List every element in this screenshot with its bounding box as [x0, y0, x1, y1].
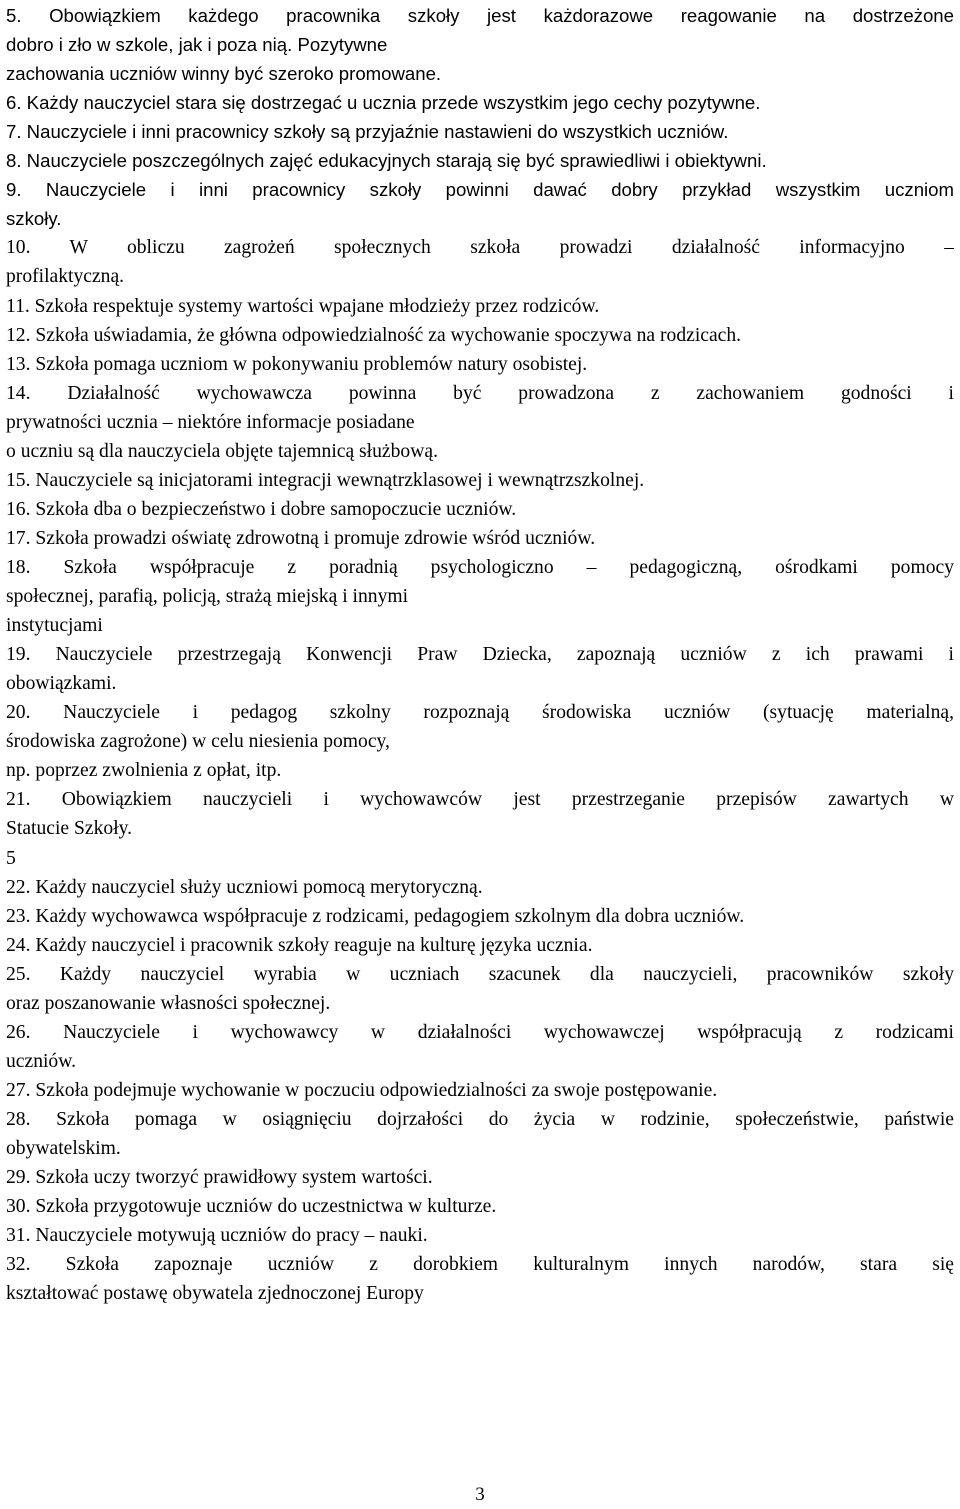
text-line: zachowania uczniów winny być szeroko promowane.	[6, 63, 442, 85]
text-line: 29. Szkoła uczy tworzyć prawidłowy system wartości.	[6, 1167, 433, 1188]
text-line: 14. Działalność wychowawcza powinna być prowadzona z zachowaniem godności i	[6, 382, 954, 404]
text-line: 25. Każdy nauczyciel wyrabia w uczniach szacunek dla nauczycieli, pracowników szkoły	[6, 963, 954, 985]
text-line: 16. Szkoła dba o bezpieczeństwo i dobre samopoczucie uczniów.	[6, 498, 517, 520]
text-line: 9. Nauczyciele i inni pracownicy szkoły powinni dawać dobry przykład wszystkim uczniom	[6, 179, 954, 201]
text-line: 27. Szkoła podejmuje wychowanie w poczuciu odpowiedzialności za swoje postępowanie.	[6, 1079, 718, 1101]
text-line: 12. Szkoła uświadamia, że główna odpowiedzialność za wychowanie spoczywa na rodzicach.	[6, 324, 742, 346]
text-line: 24. Każdy nauczyciel i pracownik szkoły reaguje na kulturę języka ucznia.	[6, 934, 593, 956]
text-line: 7. Nauczyciele i inni pracownicy szkoły są przyjaźnie nastawieni do wszystkich uczniów.	[6, 121, 729, 143]
text-line: dobro i zło w szkole, jak i poza nią. Pozytywne	[6, 34, 388, 56]
text-line: 26. Nauczyciele i wychowawcy w działalności wychowawczej współpracują z rodzicami	[6, 1021, 954, 1043]
text-line: społecznej, parafią, policją, strażą miejską i innymi	[6, 586, 409, 607]
text-line: 11. Szkoła respektuje systemy wartości wpajane młodzieży przez rodziców.	[6, 295, 600, 317]
text-line: 32. Szkoła zapoznaje uczniów z dorobkiem kulturalnym innych narodów, stara się	[6, 1254, 954, 1276]
text-line: 23. Każdy wychowawca współpracuje z rodzicami, pedagogiem szkolnym dla dobra uczniów.	[6, 905, 745, 927]
text-line: 28. Szkoła pomaga w osiągnięciu dojrzałości do życia w rodzinie, społeczeństwie, państwie	[6, 1108, 954, 1130]
text-line: 15. Nauczyciele są inicjatorami integracji wewnątrzklasowej i wewnątrzszkolnej.	[6, 469, 645, 491]
text-line: obywatelskim.	[6, 1138, 121, 1159]
text-line: 18. Szkoła współpracuje z poradnią psychologiczno – pedagogiczną, ośrodkami pomocy	[6, 557, 954, 578]
text-line: 5. Obowiązkiem każdego pracownika szkoły jest każdorazowe reagowanie na dostrzeżone	[6, 5, 954, 26]
page-number: 3	[475, 1484, 485, 1505]
text-line: obowiązkami.	[6, 673, 117, 695]
text-line: 19. Nauczyciele przestrzegają Konwencji Praw Dziecka, zapoznają uczniów z ich prawami i	[6, 644, 954, 666]
text-line: 31. Nauczyciele motywują uczniów do pracy – nauki.	[6, 1225, 428, 1247]
text-line: 17. Szkoła prowadzi oświatę zdrowotną i promuje zdrowie wśród uczniów.	[6, 527, 596, 549]
text-line: o uczniu są dla nauczyciela objęte tajemnicą służbową.	[6, 440, 438, 462]
text-line: kształtować postawę obywatela zjednoczonej Europy	[6, 1283, 424, 1305]
text-line: 13. Szkoła pomaga uczniom w pokonywaniu problemów natury osobistej.	[6, 353, 588, 375]
text-line: profilaktyczną.	[6, 266, 125, 288]
text-line: Statucie Szkoły.	[6, 818, 133, 840]
text-line: 21. Obowiązkiem nauczycieli i wychowawców jest przestrzeganie przepisów zawartych w	[6, 789, 954, 811]
text-line: instytucjami	[6, 615, 103, 637]
text-line: uczniów.	[6, 1050, 77, 1072]
text-line: prywatności ucznia – niektóre informacje posiadane	[6, 411, 415, 433]
text-line: 5	[6, 847, 16, 869]
text-line: szkoły.	[6, 208, 62, 230]
text-line: np. poprzez zwolnienia z opłat, itp.	[6, 760, 282, 782]
text-line: 30. Szkoła przygotowuje uczniów do uczestnictwa w kulturze.	[6, 1196, 497, 1217]
text-line: oraz poszanowanie własności społecznej.	[6, 992, 331, 1014]
text-line: 6. Każdy nauczyciel stara się dostrzegać u ucznia przede wszystkim jego cechy pozytywne.	[6, 92, 761, 114]
text-line: 22. Każdy nauczyciel służy uczniowi pomocą merytoryczną.	[6, 876, 483, 898]
text-line: środowiska zagrożone) w celu niesienia pomocy,	[6, 731, 390, 753]
text-line: 8. Nauczyciele poszczególnych zajęć edukacyjnych starają się być sprawiedliwi i obiektywni.	[6, 150, 767, 172]
text-line: 10. W obliczu zagrożeń społecznych szkoła prowadzi działalność informacyjno –	[6, 237, 954, 259]
text-line: 20. Nauczyciele i pedagog szkolny rozpoznają środowiska uczniów (sytuację materialną,	[6, 702, 954, 724]
